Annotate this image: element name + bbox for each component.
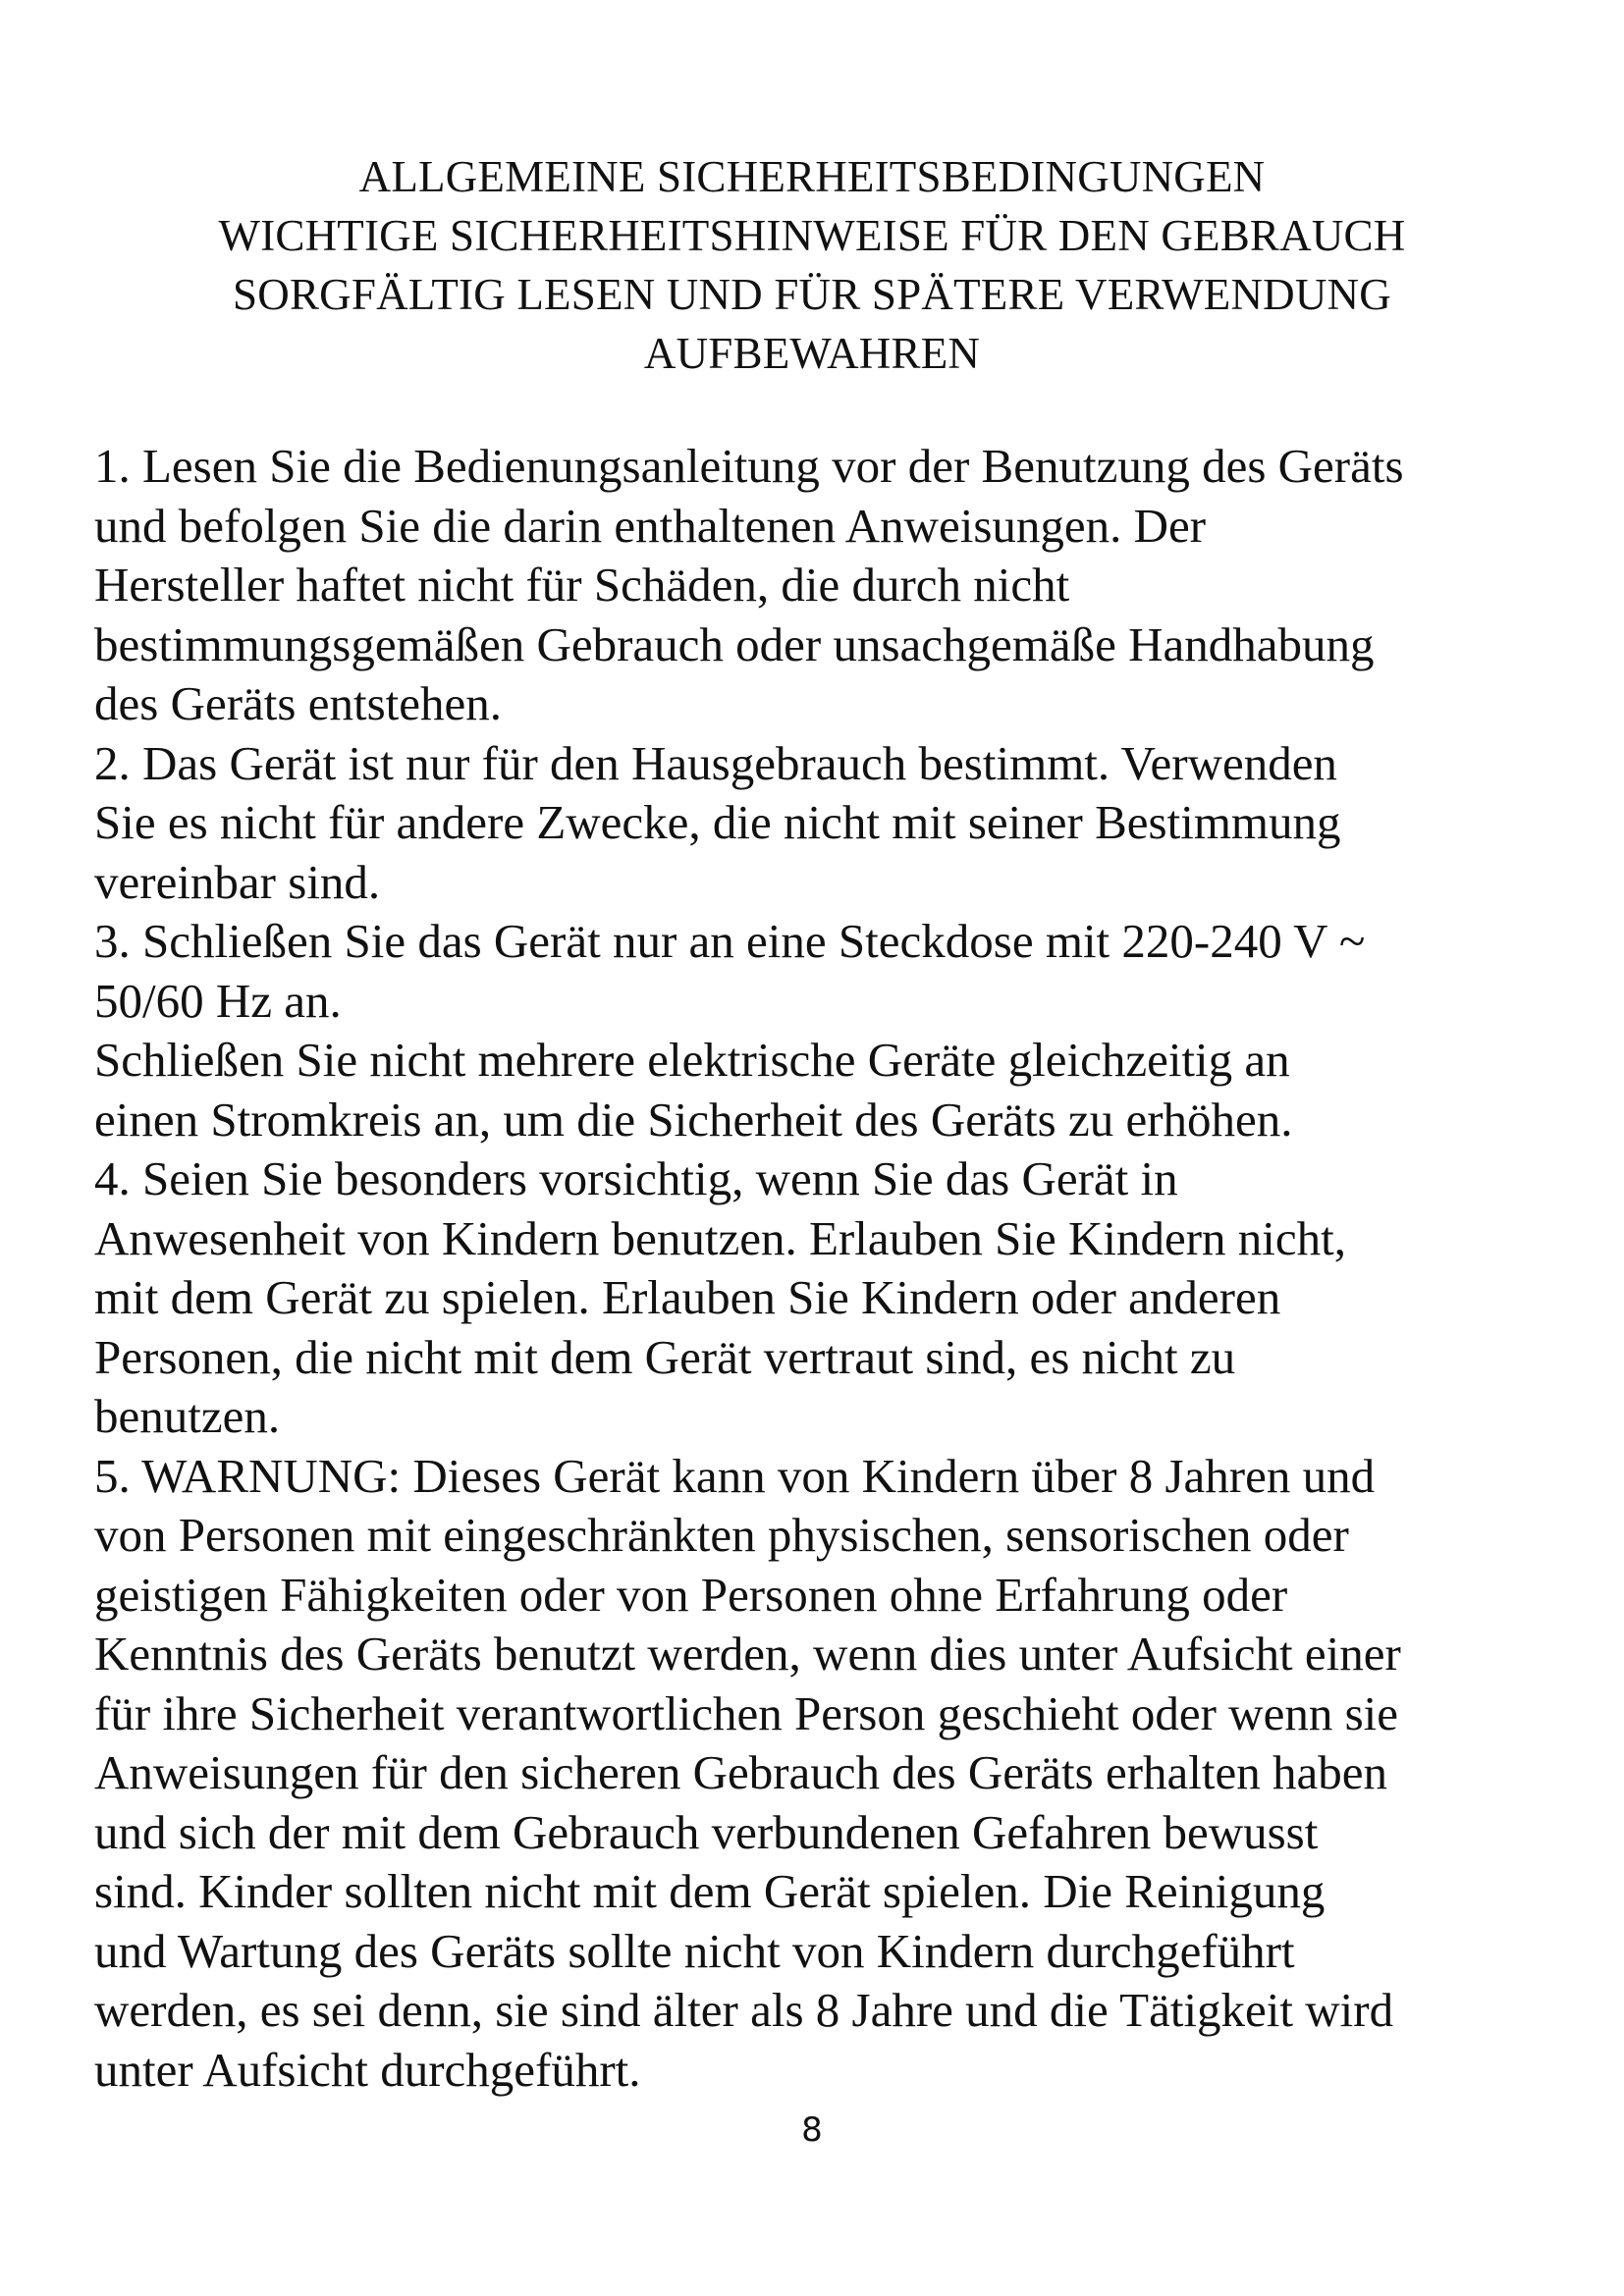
instruction-line: 3. Schließen Sie das Gerät nur an eine Steckdose mit 220-240 V ~ xyxy=(94,914,1366,968)
instruction-line: und Wartung des Geräts sollte nicht von Kindern durchgeführt xyxy=(94,1923,1295,1978)
instruction-line: sind. Kinder sollten nicht mit dem Gerät spielen. Die Reinigung xyxy=(94,1864,1326,1918)
instruction-line: geistigen Fähigkeiten oder von Personen ohne Erfahrung oder xyxy=(94,1567,1288,1622)
page-number: 8 xyxy=(801,2110,823,2150)
instruction-line: werden, es sei denn, sie sind älter als 8 Jahre und die Tätigkeit wird xyxy=(94,1983,1394,2037)
instruction-line: 4. Seien Sie besonders vorsichtig, wenn Sie das Gerät in xyxy=(94,1151,1178,1205)
heading-line: SORGFÄLTIG LESEN UND FÜR SPÄTERE VERWENDUNG xyxy=(233,270,1391,319)
instruction-line: und sich der mit dem Gebrauch verbundenen Gefahren bewusst xyxy=(94,1804,1319,1859)
instruction-line: Anwesenheit von Kindern benutzen. Erlauben Sie Kindern nicht, xyxy=(94,1210,1347,1265)
instruction-line: unter Aufsicht durchgeführt. xyxy=(94,2042,641,2097)
instruction-line: des Geräts entstehen. xyxy=(94,676,502,730)
safety-instructions-body xyxy=(94,437,1587,2100)
instruction-line: mit dem Gerät zu spielen. Erlauben Sie Kindern oder anderen xyxy=(94,1270,1281,1324)
instruction-line: Kenntnis des Geräts benutzt werden, wenn dies unter Aufsicht einer xyxy=(94,1627,1401,1681)
instruction-line: 50/60 Hz an. xyxy=(94,973,342,1028)
instruction-line: vereinbar sind. xyxy=(94,854,381,909)
instruction-line: 2. Das Gerät ist nur für den Hausgebrauch bestimmt. Verwenden xyxy=(94,735,1337,790)
instruction-line: benutzen. xyxy=(94,1389,281,1443)
instruction-line: einen Stromkreis an, um die Sicherheit des Geräts zu erhöhen. xyxy=(94,1092,1293,1147)
instruction-line: Schließen Sie nicht mehrere elektrische Geräte gleichzeitig an xyxy=(94,1033,1290,1087)
instruction-line: von Personen mit eingeschränkten physischen, sensorischen oder xyxy=(94,1508,1349,1562)
instruction-line: Personen, die nicht mit dem Gerät vertraut sind, es nicht zu xyxy=(94,1329,1236,1384)
heading-line: ALLGEMEINE SICHERHEITSBEDINGUNGEN xyxy=(358,152,1266,201)
heading-line: AUFBEWAHREN xyxy=(643,329,981,378)
instruction-line: für ihre Sicherheit verantwortlichen Person geschieht oder wenn sie xyxy=(94,1685,1399,1740)
heading-line: WICHTIGE SICHERHEITSHINWEISE FÜR DEN GEBRAUCH xyxy=(218,211,1406,260)
safety-heading xyxy=(79,147,1545,383)
instruction-line: 5. WARNUNG: Dieses Gerät kann von Kindern über 8 Jahren und xyxy=(94,1448,1376,1503)
instruction-line: Sie es nicht für andere Zwecke, die nicht mit seiner Bestimmung xyxy=(94,795,1341,849)
instruction-line: Anweisungen für den sicheren Gebrauch des Geräts erhalten haben xyxy=(94,1745,1388,1799)
instruction-line: Hersteller haftet nicht für Schäden, die durch nicht xyxy=(94,558,1070,612)
instruction-line: und befolgen Sie die darin enthaltenen Anweisungen. Der xyxy=(94,498,1207,553)
instruction-line: bestimmungsgemäßen Gebrauch oder unsachgemäße Handhabung xyxy=(94,616,1375,671)
instruction-line: 1. Lesen Sie die Bedienungsanleitung vor der Benutzung des Geräts xyxy=(94,439,1404,493)
